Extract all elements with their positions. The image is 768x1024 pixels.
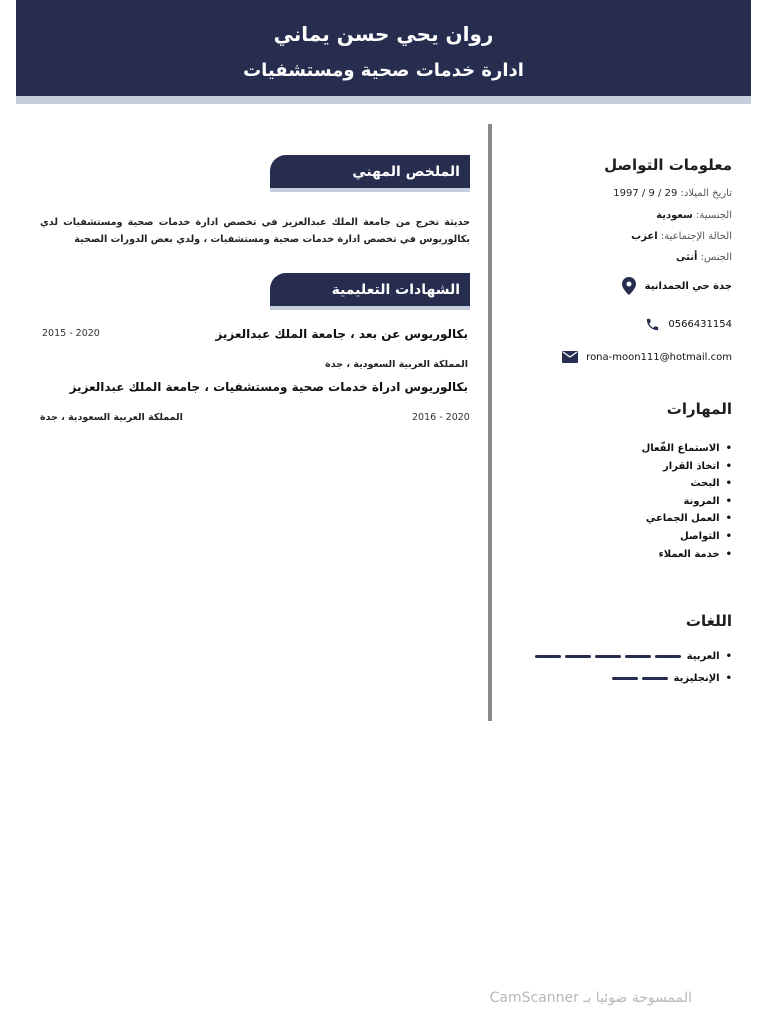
language-row-arabic: • العربية bbox=[535, 651, 732, 662]
language-name: العربية bbox=[686, 651, 720, 662]
skill-item: • البحث bbox=[642, 475, 732, 493]
summary-banner-underline bbox=[270, 188, 470, 192]
languages-heading: اللغات bbox=[685, 612, 732, 630]
skill-item: • الاستماع الفّعال bbox=[642, 440, 732, 458]
candidate-name: روان يحي حسن يماني bbox=[273, 22, 494, 46]
phone-row bbox=[644, 316, 732, 332]
column-divider bbox=[488, 124, 492, 721]
header-accent-strip bbox=[16, 96, 751, 104]
language-name: الإنجليزية bbox=[673, 673, 720, 684]
email-address[interactable]: rona-moon111@hotmail.com bbox=[586, 351, 732, 363]
phone-number: 0566431154 bbox=[668, 318, 732, 330]
language-level-bars bbox=[535, 655, 681, 658]
language-level-bar bbox=[625, 655, 651, 658]
gender-line bbox=[676, 252, 732, 263]
education-entry-title: بكالوريوس ادراة خدمات صحية ومستشفيات ، جامعة الملك عبدالعزيز bbox=[69, 380, 468, 394]
education-entry-location: المملكة العربية السعودية ، جدة bbox=[325, 359, 468, 370]
location-pin-icon bbox=[621, 278, 637, 294]
education-heading: الشهادات التعليمية bbox=[331, 282, 460, 298]
language-row-english: • الإنجليزية bbox=[612, 673, 732, 684]
contact-heading: معلومات التواصل bbox=[604, 156, 732, 174]
scanner-watermark: الممسوحة ضوئيا بـ CamScanner bbox=[489, 990, 692, 1006]
skills-list bbox=[642, 440, 732, 563]
mail-icon bbox=[562, 349, 578, 365]
gender-label: الجنس: bbox=[700, 252, 732, 263]
skill-item: • المرونة bbox=[642, 493, 732, 511]
email-row bbox=[562, 349, 732, 365]
education-entry-date: 2016 - 2020 bbox=[412, 412, 470, 423]
skills-heading: المهارات bbox=[666, 400, 732, 418]
skill-item: • العمل الجماعي bbox=[642, 510, 732, 528]
summary-text: حديثة تخرج من جامعة الملك عبدالعزيز في تخصص ادارة خدمات صحية ومستشفيات لدي بكالوريوس في تخصص ادارة خدمات صحية ومستشفيات ، ولدي بعض الدورات الصحية bbox=[40, 217, 470, 245]
education-banner-underline bbox=[270, 306, 470, 310]
gender-value: أنثى bbox=[676, 252, 698, 263]
language-level-bar bbox=[565, 655, 591, 658]
language-level-bar bbox=[535, 655, 561, 658]
marital-status-line bbox=[631, 231, 732, 242]
summary-banner bbox=[270, 155, 470, 189]
birth-date-value: 29 / 9 / 1997 bbox=[613, 188, 678, 199]
language-level-bar bbox=[612, 677, 638, 680]
language-level-bar bbox=[595, 655, 621, 658]
nationality-line bbox=[656, 210, 732, 221]
skill-item: • التواصل bbox=[642, 528, 732, 546]
nationality-label: الجنسية: bbox=[696, 210, 732, 221]
education-entry-location: المملكة العربية السعودية ، جدة bbox=[40, 412, 183, 423]
candidate-title: ادارة خدمات صحية ومستشفيات bbox=[243, 60, 524, 81]
location-text: جدة حي الحمدانية bbox=[644, 280, 732, 292]
language-level-bars bbox=[612, 677, 668, 680]
skill-item: • اتخاذ القرار bbox=[642, 458, 732, 476]
nationality-value: سعودية bbox=[656, 210, 693, 221]
location-row bbox=[621, 278, 732, 294]
summary-heading: الملخص المهني bbox=[352, 164, 460, 180]
education-entry-date: 2015 - 2020 bbox=[42, 328, 100, 339]
phone-icon bbox=[644, 316, 660, 332]
marital-status-value: اعزب bbox=[631, 231, 658, 242]
language-level-bar bbox=[655, 655, 681, 658]
language-level-bar bbox=[642, 677, 668, 680]
education-entry-title: بكالوريوس عن بعد ، جامعة الملك عبدالعزيز bbox=[215, 327, 468, 341]
birth-date-label: تاريخ الميلاد: bbox=[680, 188, 732, 199]
resume-header bbox=[16, 0, 751, 96]
marital-status-label: الحالة الإجتماعية: bbox=[660, 231, 732, 242]
skill-item: • خدمة العملاء bbox=[642, 546, 732, 564]
education-banner bbox=[270, 273, 470, 307]
birth-date-line bbox=[613, 188, 732, 199]
